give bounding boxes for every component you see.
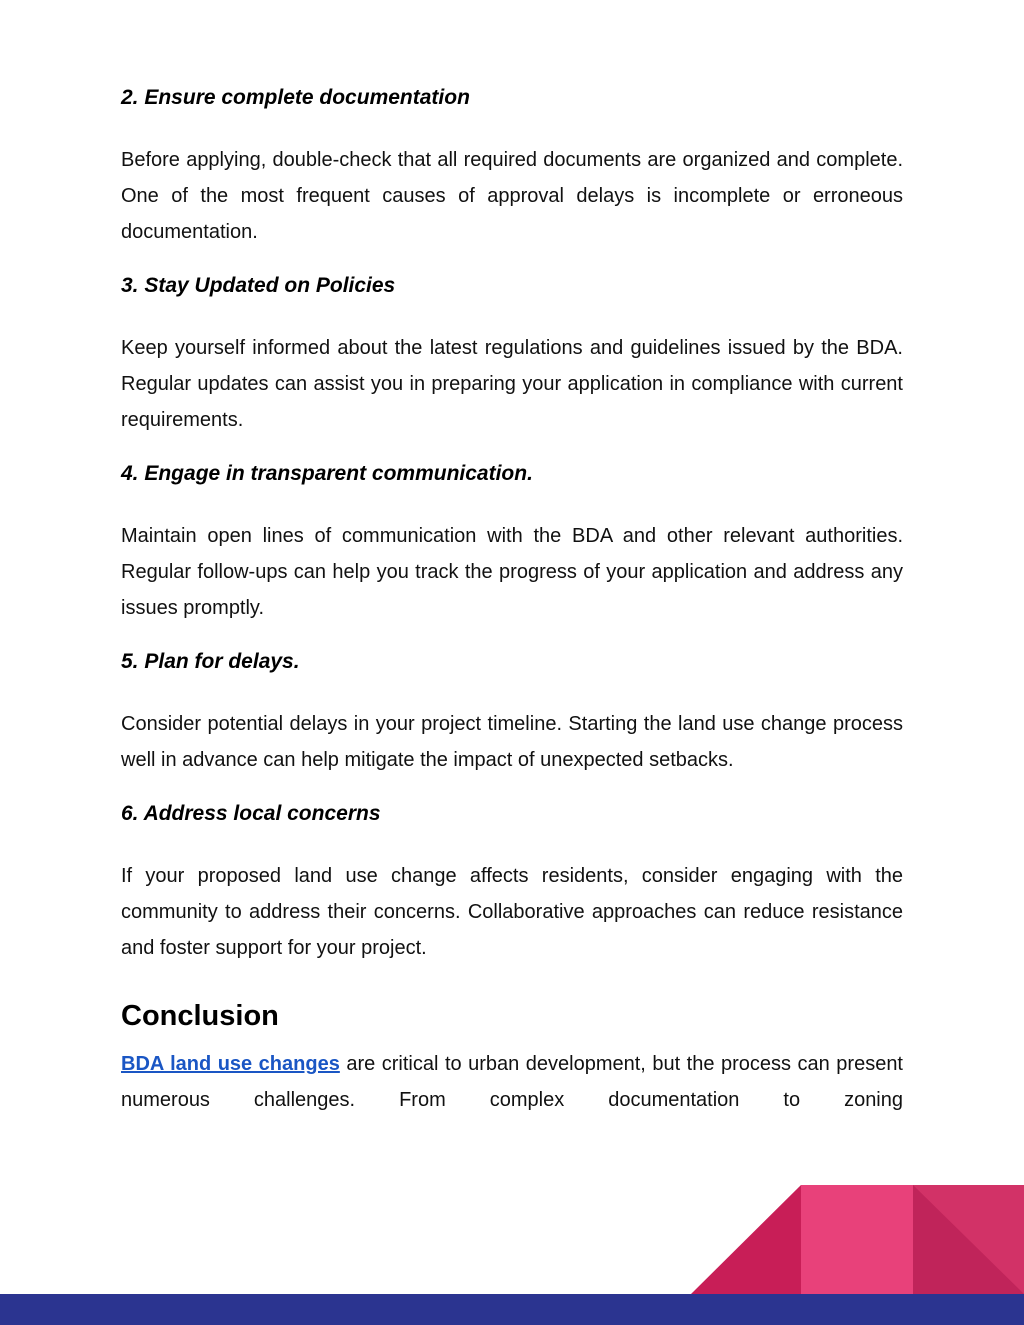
- footer-band: [0, 1294, 1024, 1325]
- section-paragraph: If your proposed land use change affects residents, consider engaging with the community to address their concerns. Collaborative approaches can reduce resistance and foster support for your project.: [121, 865, 903, 959]
- conclusion-title: Conclusion: [121, 1000, 279, 1032]
- bda-land-use-changes-link[interactable]: BDA land use changes: [121, 1053, 340, 1075]
- section-heading: 5. Plan for delays.: [121, 650, 300, 673]
- section-paragraph: Consider potential delays in your project timeline. Starting the land use change process well in advance can help mitigate the impact of unexpected setbacks.: [121, 713, 903, 771]
- section-paragraph: Keep yourself informed about the latest regulations and guidelines issued by the BDA. Regular updates can assist you in preparing your application in compliance with current requirements.: [121, 337, 903, 431]
- section-paragraph: Before applying, double-check that all required documents are organized and complete. One of the most frequent causes of approval delays is incomplete or erroneous documentation.: [121, 149, 903, 243]
- section-heading: 3. Stay Updated on Policies: [121, 274, 396, 297]
- conclusion-text: are critical to urban development, but the process can present numerous challenges. From complex documentation to zoning: [121, 1053, 903, 1111]
- section-heading: 2. Ensure complete documentation: [121, 86, 470, 109]
- pink-triangle-shape: [691, 1185, 801, 1294]
- section-heading: 4. Engage in transparent communication.: [121, 462, 533, 485]
- pink-square-shape: [801, 1185, 913, 1294]
- section-paragraph: Maintain open lines of communication with the BDA and other relevant authorities. Regular follow-ups can help you track the progress of your application and address any issues promptly.: [121, 525, 903, 619]
- section-heading: 6. Address local concerns: [121, 802, 381, 825]
